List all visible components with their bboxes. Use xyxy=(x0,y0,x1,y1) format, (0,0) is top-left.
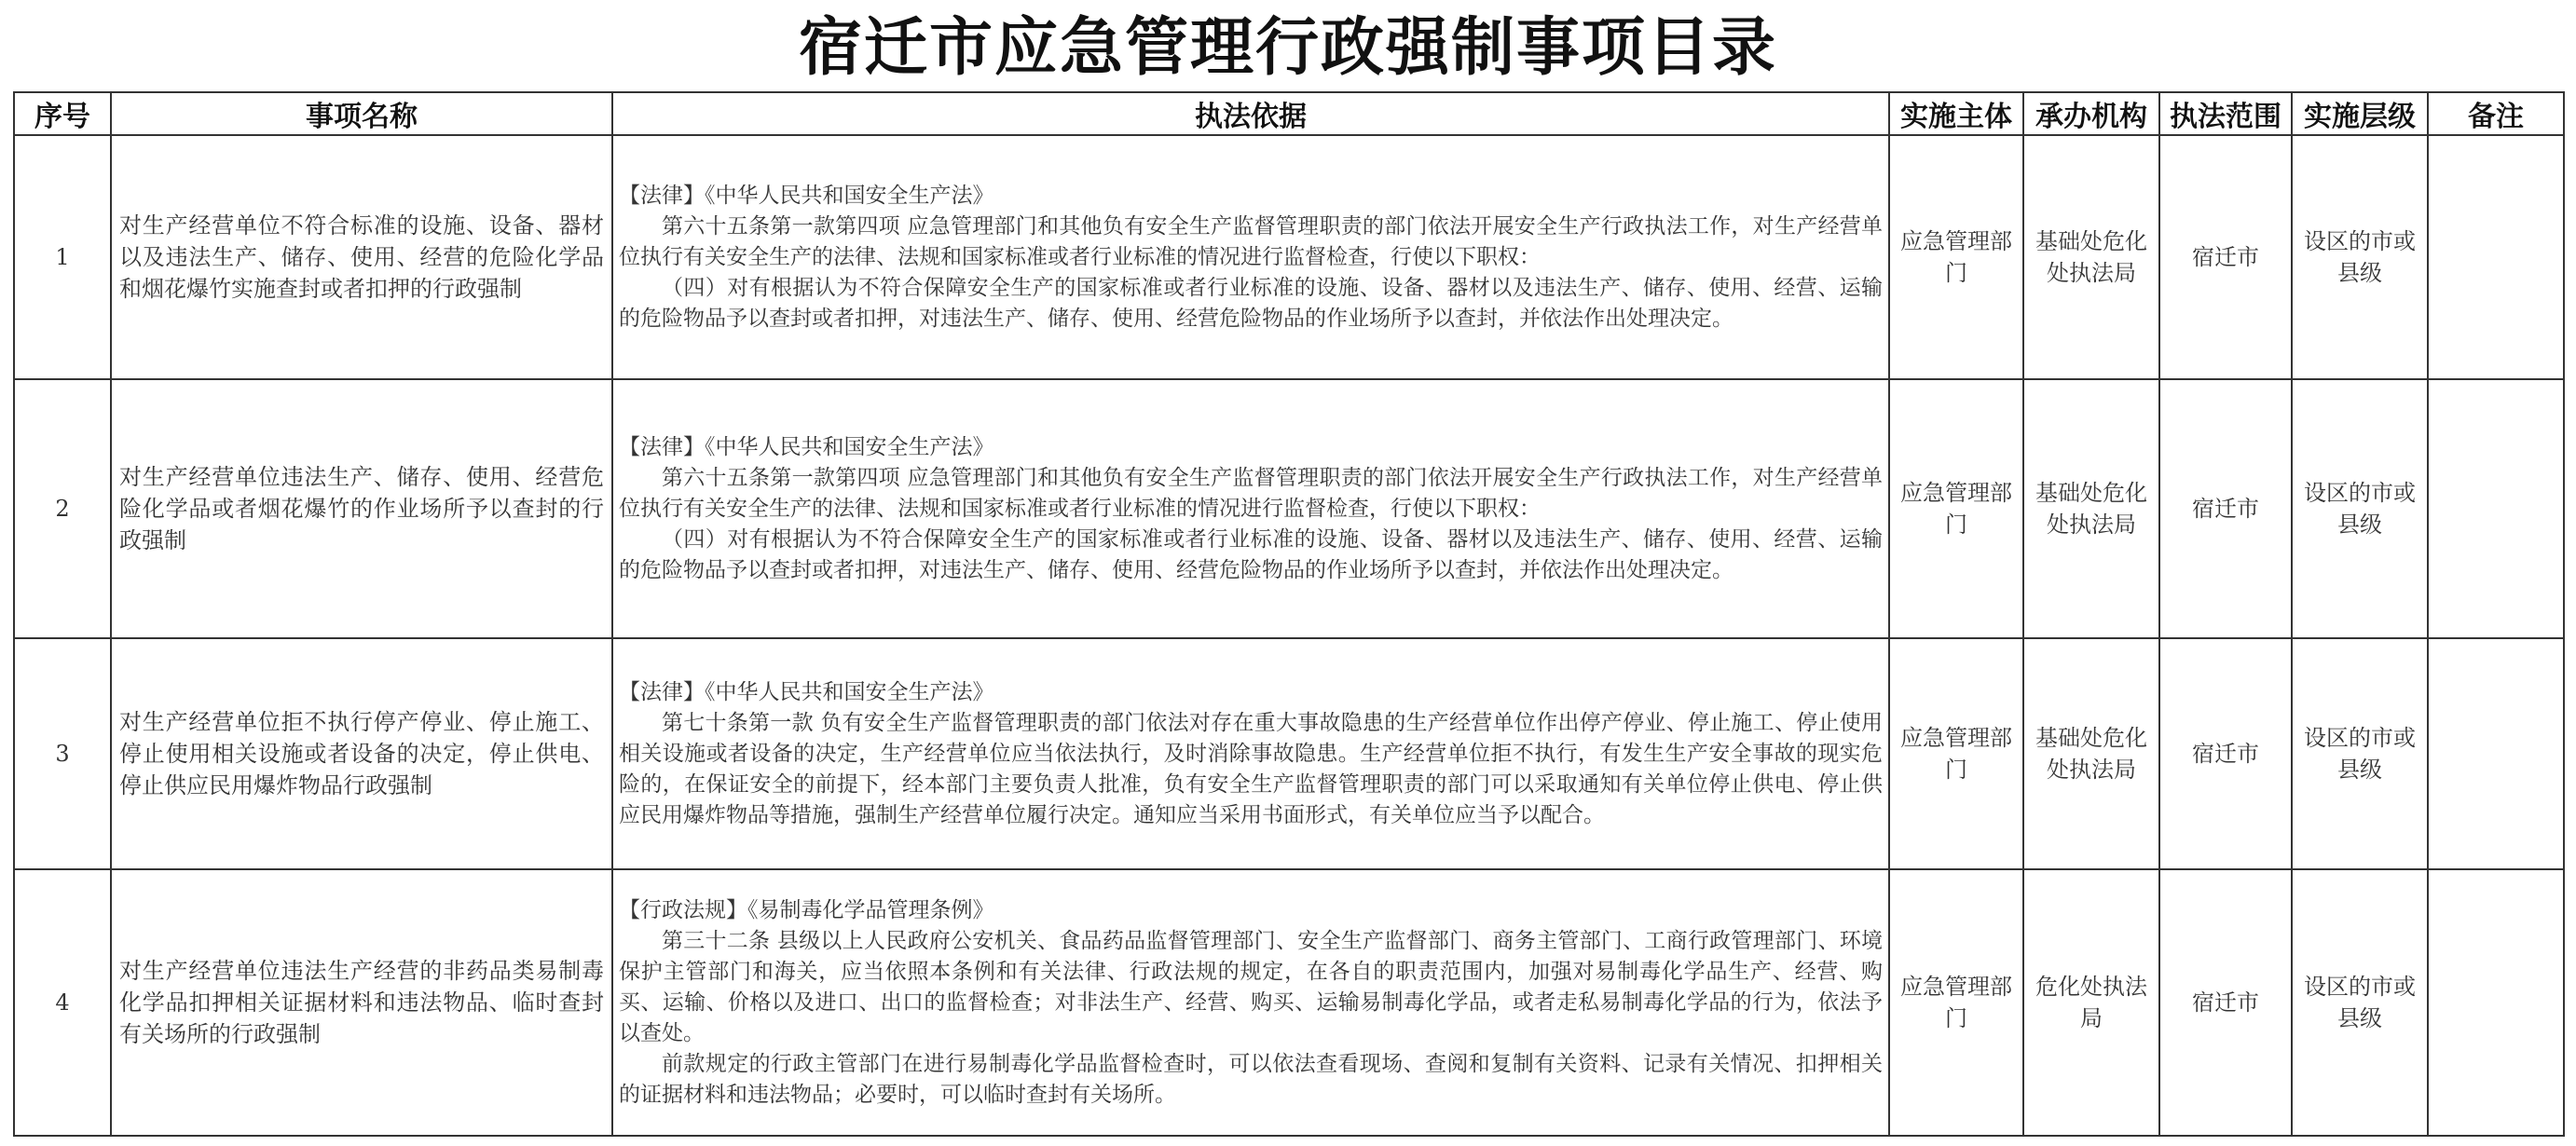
row-basis xyxy=(612,379,1889,638)
basis-source: 【法律】《中华人民共和国安全生产法》 xyxy=(619,434,994,459)
row-seq: 3 xyxy=(14,638,111,869)
basis-paragraph: 第六十五条第一款第四项 应急管理部门和其他负有安全生产监督管理职责的部门依法开展安全生产行政执法工作，对生产经营单位执行有关安全生产的法律、法规和国家标准或者行业标准的情况进行监督检查，行使以下职权： xyxy=(619,465,1883,521)
header-seq: 序号 xyxy=(14,92,111,135)
row-level: 设区的市或县级 xyxy=(2292,379,2428,638)
row-scope: 宿迁市 xyxy=(2159,869,2292,1136)
header-name: 事项名称 xyxy=(111,92,612,135)
row-subject: 应急管理部门 xyxy=(1889,638,2023,869)
row-basis xyxy=(612,869,1889,1136)
row-subject: 应急管理部门 xyxy=(1889,379,2023,638)
row-scope: 宿迁市 xyxy=(2159,638,2292,869)
basis-source: 【法律】《中华人民共和国安全生产法》 xyxy=(619,679,994,704)
page-title: 宿迁市应急管理行政强制事项目录 xyxy=(798,10,1777,85)
row-name: 对生产经营单位违法生产、储存、使用、经营危险化学品或者烟花爆竹的作业场所予以查封的行政强制 xyxy=(111,379,612,638)
row-basis xyxy=(612,638,1889,869)
header-note: 备注 xyxy=(2428,92,2564,135)
row-seq: 4 xyxy=(14,869,111,1136)
row-agency: 危化处执法局 xyxy=(2023,869,2159,1136)
row-note xyxy=(2428,869,2564,1136)
row-basis xyxy=(612,135,1889,379)
row-subject: 应急管理部门 xyxy=(1889,869,2023,1136)
row-note xyxy=(2428,638,2564,869)
row-agency: 基础处危化处执法局 xyxy=(2023,135,2159,379)
row-seq: 2 xyxy=(14,379,111,638)
row-name: 对生产经营单位拒不执行停产停业、停止施工、停止使用相关设施或者设备的决定，停止供电、停止供应民用爆炸物品行政强制 xyxy=(111,638,612,869)
row-seq: 1 xyxy=(14,135,111,379)
row-name: 对生产经营单位不符合标准的设施、设备、器材以及违法生产、储存、使用、经营的危险化学品和烟花爆竹实施查封或者扣押的行政强制 xyxy=(111,135,612,379)
header-agency: 承办机构 xyxy=(2023,92,2159,135)
table-row xyxy=(14,135,2564,379)
header-basis: 执法依据 xyxy=(612,92,1889,135)
row-level: 设区的市或县级 xyxy=(2292,135,2428,379)
basis-paragraph: （四）对有根据认为不符合保障安全生产的国家标准或者行业标准的设施、设备、器材以及违法生产、储存、使用、经营、运输的危险物品予以查封或者扣押，对违法生产、储存、使用、经营危险物品的作业场所予以查封，并依法作出处理决定。 xyxy=(619,275,1883,331)
table-row xyxy=(14,379,2564,638)
basis-paragraph: 第三十二条 县级以上人民政府公安机关、食品药品监督管理部门、安全生产监督部门、商务主管部门、工商行政管理部门、环境保护主管部门和海关，应当依照本条例和有关法律、行政法规的规定，在各自的职责范围内，加强对易制毒化学品生产、经营、购买、运输、价格以及进口、出口的监督检查；对非法生产、经营、购买、运输易制毒化学品，或者走私易制毒化学品的行为，依法予以查处。 xyxy=(619,928,1883,1045)
row-agency: 基础处危化处执法局 xyxy=(2023,638,2159,869)
row-level: 设区的市或县级 xyxy=(2292,869,2428,1136)
row-note xyxy=(2428,135,2564,379)
header-subject: 实施主体 xyxy=(1889,92,2023,135)
basis-paragraph: 第六十五条第一款第四项 应急管理部门和其他负有安全生产监督管理职责的部门依法开展安全生产行政执法工作，对生产经营单位执行有关安全生产的法律、法规和国家标准或者行业标准的情况进行监督检查，行使以下职权： xyxy=(619,213,1883,269)
row-level: 设区的市或县级 xyxy=(2292,638,2428,869)
header-row xyxy=(14,92,2564,135)
basis-paragraph: 第七十条第一款 负有安全生产监督管理职责的部门依法对存在重大事故隐患的生产经营单位作出停产停业、停止施工、停止使用相关设施或者设备的决定，生产经营单位应当依法执行，及时消除事故隐患。生产经营单位拒不执行，有发生生产安全事故的现实危险的，在保证安全的前提下，经本部门主要负责人批准，负有安全生产监督管理职责的部门可以采取通知有关单位停止供电、停止供应民用爆炸物品等措施，强制生产经营单位履行决定。通知应当采用书面形式，有关单位应当予以配合。 xyxy=(619,710,1883,827)
row-scope: 宿迁市 xyxy=(2159,135,2292,379)
basis-paragraph: 前款规定的行政主管部门在进行易制毒化学品监督检查时，可以依法查看现场、查阅和复制有关资料、记录有关情况、扣押相关的证据材料和违法物品；必要时，可以临时查封有关场所。 xyxy=(619,1051,1883,1107)
table-row xyxy=(14,638,2564,869)
catalog-table xyxy=(13,91,2565,1137)
basis-paragraph: （四）对有根据认为不符合保障安全生产的国家标准或者行业标准的设施、设备、器材以及违法生产、储存、使用、经营、运输的危险物品予以查封或者扣押，对违法生产、储存、使用、经营危险物品的作业场所予以查封，并依法作出处理决定。 xyxy=(619,526,1883,582)
row-subject: 应急管理部门 xyxy=(1889,135,2023,379)
table-row xyxy=(14,869,2564,1136)
header-level: 实施层级 xyxy=(2292,92,2428,135)
basis-source: 【行政法规】《易制毒化学品管理条例》 xyxy=(619,897,994,922)
basis-source: 【法律】《中华人民共和国安全生产法》 xyxy=(619,183,994,208)
header-scope: 执法范围 xyxy=(2159,92,2292,135)
row-name: 对生产经营单位违法生产经营的非药品类易制毒化学品扣押相关证据材料和违法物品、临时查封有关场所的行政强制 xyxy=(111,869,612,1136)
row-agency: 基础处危化处执法局 xyxy=(2023,379,2159,638)
row-scope: 宿迁市 xyxy=(2159,379,2292,638)
row-note xyxy=(2428,379,2564,638)
